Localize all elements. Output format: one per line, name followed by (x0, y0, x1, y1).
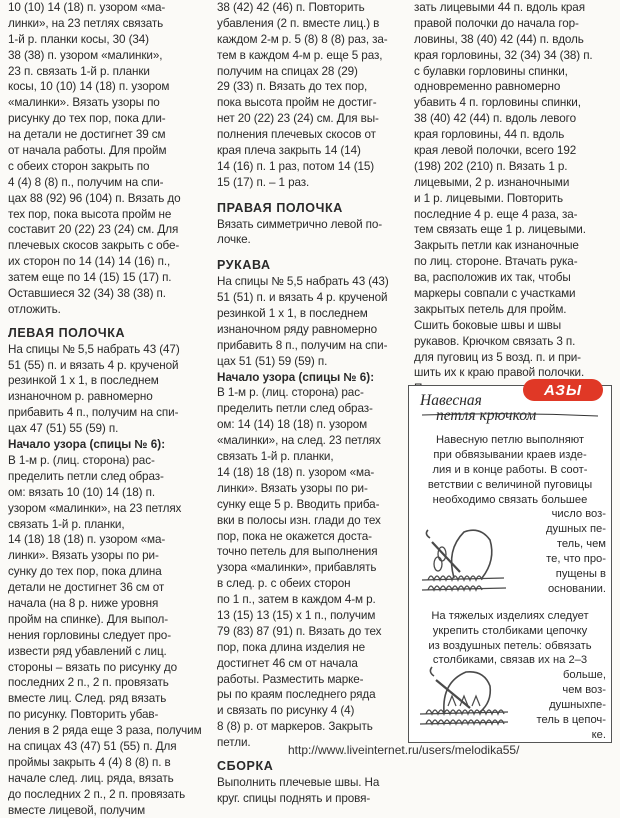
text-line: сунку еще 5 р. Вводить приба- (217, 497, 380, 511)
text-line: 1-й р. планки косы, 30 (34) (8, 32, 149, 46)
text-line: пор, пока не окажется доста- (217, 529, 372, 543)
text-line: по 1 п., затем в каждом 4-м р. (217, 593, 376, 607)
text-line: больше, (562, 669, 606, 682)
text-line: получим на спицах 28 (29) (217, 64, 358, 78)
info-title (420, 393, 600, 423)
text-line: основании. (547, 582, 606, 595)
crochet-loop-illustration-1 (414, 520, 510, 602)
text-line: тель, чем (556, 538, 606, 551)
text-line: детали не достигнет 36 см от (8, 581, 165, 595)
text-line: нения горловины следует про- (8, 628, 171, 642)
text-line: полнения плечевых скосов от (217, 128, 376, 142)
text-line: В 1-м р. (лиц. сторона) рас- (8, 453, 155, 467)
text-line: 14 (16) п. 1 раз, потом 14 (15) (217, 159, 375, 173)
text-line: тем в каждом 4-м р. еще 5 раз, (217, 48, 383, 62)
text-line: пределить петли след образ- (8, 469, 164, 483)
text-line: вместе лиц. След. ряд вязать (8, 692, 167, 706)
text-line: из воздушных петель: обвязать (428, 639, 592, 652)
text-line: резинкой 1 х 1, в последнем (8, 374, 159, 388)
text-line: изнаночном ряду равномерно (217, 322, 378, 336)
col2-pattern-text (217, 385, 407, 750)
text-line: число воз- (551, 508, 606, 521)
text-line: узором «малинки», на 23 петлях (8, 501, 182, 515)
text-line: линки», на 23 петлях связать (8, 16, 164, 30)
text-line: изнаночном р. равномерно (8, 390, 153, 404)
text-line: 23 п. связать 1-й р. планки (8, 64, 150, 78)
text-line: (198) 202 (210) п. Вязать 1 р. (414, 159, 568, 173)
text-line: В 1-м р. (лиц. сторона) рас- (217, 386, 364, 400)
text-line: линки». Вязать узоры по ри- (8, 549, 159, 563)
col2-right-panel-text (217, 217, 407, 249)
text-line: лия и в конце работы. В соот- (432, 463, 588, 476)
text-line: резинкой 1 х 1, в последнем (217, 307, 368, 321)
col1-top-text (8, 0, 206, 318)
text-line: 38 (42) 42 (46) п. Повторить (217, 1, 365, 14)
text-line: «малинки». Вязать узоры по (8, 96, 160, 110)
crochet-loop-illustration-2 (414, 650, 512, 730)
text-line: при обвязывании краев изде- (433, 448, 587, 461)
text-line: столбиками, связав их на 2–3 (432, 654, 588, 667)
text-line: одновременно равномерно (414, 80, 561, 94)
text-line: и связать по рисунку 4 (4) (217, 704, 355, 718)
text-line: пройм на спинке). Для выпол- (8, 612, 169, 626)
text-line: рисунку до тех пор, пока дли- (8, 112, 166, 126)
info-title-line1: Навесная (420, 392, 482, 409)
text-line: маркеры совпали с участками (414, 287, 576, 301)
text-line: до последних 2 п., 2 п. провязать (8, 787, 186, 801)
text-line: достигнет 46 см от начала (217, 656, 358, 670)
text-line: линки». Вязать узоры по ри- (217, 481, 368, 495)
heading-sleeve: РУКАВА (217, 258, 271, 273)
text-line: 14 (18) 18 (18) п. узором «ма- (8, 533, 166, 547)
text-line: связать 1-й р. планки, (8, 517, 125, 531)
text-line: косы, 10 (10) 14 (18) п. узором (8, 80, 170, 94)
text-line: последних 2 п., 2 п. провязать (8, 676, 169, 690)
text-line: связать 1-й р. планки, (217, 450, 334, 464)
text-line: работы. Разместить марке- (217, 672, 364, 686)
text-line: «малинки», на след. 23 петлях (217, 434, 381, 448)
text-line: 13 (15) 13 (15) х 1 п., получим (217, 608, 376, 622)
heading-right-panel: ПРАВАЯ ПОЛОЧКА (217, 200, 343, 215)
text-line: края плеча закрыть 14 (14) (217, 144, 361, 158)
text-line: составит 20 (22) 23 (24) см. Для (8, 223, 179, 237)
text-line: На спицы № 5,5 набрать 43 (43) (217, 275, 389, 289)
text-line: тех пор, пока высота пройм не (8, 207, 172, 221)
text-line: с обеих сторон закрыть по (8, 159, 150, 173)
text-line: края горловины, 32 (34) 34 (38) п. (414, 48, 593, 62)
text-line: на спицах 43 (47) 51 (55) п. Для (8, 739, 177, 753)
text-line: 38 (40) 42 (44) п. вдоль левого (414, 112, 576, 126)
text-line: 51 (55) п. и вязать 4 р. крученой (8, 358, 179, 372)
text-line: 14 (18) 18 (18) п. узором «ма- (217, 465, 375, 479)
text-line: закрытых петель для пройм. (414, 302, 567, 316)
text-line: ва, расположив их так, чтобы (414, 271, 571, 285)
text-line: На тяжелых изделиях следует (431, 609, 589, 622)
text-line: ом: вязать 10 (10) 14 (18) п. (8, 485, 155, 499)
text-line: Закрыть петли как изнаночные (414, 239, 579, 253)
text-line: рукавов. Крючком связать 3 п. (414, 334, 576, 348)
text-line: затем еще по 14 (15) 15 (17) п. (8, 271, 172, 285)
text-line: 8 (8) р. от маркеров. Закрыть (217, 720, 373, 734)
text-line: цах 47 (51) 55 (59) п. (8, 422, 119, 436)
text-line: прибавить 4 п., получим на спи- (8, 406, 179, 420)
text-line: правой полочки до начала гор- (414, 16, 579, 30)
source-url[interactable]: http://www.liveinternet.ru/users/melodika55/ (288, 743, 520, 757)
text-line: душных пе- (545, 523, 606, 536)
text-line: пущены в (555, 568, 606, 581)
text-line: Сшить боковые швы и швы (414, 318, 562, 332)
column-2 (217, 0, 407, 807)
text-line: пор, пока длина изделия не (217, 640, 365, 654)
text-line: их сторон по 14 (14) 14 (16) п., (8, 255, 171, 269)
text-line: ом: 14 (14) 18 (18) п. узором (217, 418, 368, 432)
text-line: ветствии с величиной пуговицы (427, 478, 593, 491)
text-line: Навесную петлю выполняют (435, 434, 585, 446)
subheading-pattern-sleeve: Начало узора (спицы № 6): (217, 370, 375, 384)
text-line: тем связать еще 1 р. лицевыми. (414, 223, 586, 237)
text-line: ры по краям последнего ряда (217, 688, 376, 702)
text-line: Вязать симметрично левой по- (217, 217, 383, 231)
text-line: по рисунку. Повторить убав- (8, 708, 159, 722)
text-line: чем воз- (562, 684, 606, 697)
heading-assembly: СБОРКА (217, 758, 274, 773)
text-line: 79 (83) 87 (91) п. Вязать до тех (217, 624, 382, 638)
text-line: прибавить 8 п., получим на спи- (217, 338, 388, 352)
text-line: На спицы № 5,5 набрать 43 (47) (8, 342, 180, 356)
text-line: точно петель для выполнения (217, 545, 378, 559)
text-line: пределить петли след образ- (217, 402, 373, 416)
text-line: петли. (217, 736, 251, 750)
col2-top-text (217, 0, 407, 191)
text-line: необходимо связать большее (432, 493, 588, 506)
text-line: и 1 р. лицевыми. Повторить (414, 191, 564, 205)
text-line: Выполнить плечевые швы. На (217, 775, 380, 789)
text-line: ловины, 38 (40) 42 (44) п. вдоль (414, 32, 584, 46)
col1-left-panel-text (8, 342, 206, 437)
info-badge: АЗЫ (523, 379, 603, 401)
text-line: начале след. лиц. ряда, вязать (8, 771, 174, 785)
text-line: пока высота пройм не достиг- (217, 96, 377, 110)
text-line: последние 4 р. еще 4 раза, за- (414, 207, 578, 221)
text-line: тель в цепоч- (536, 714, 606, 727)
text-line: в след. р. с обеих сторон (217, 577, 351, 591)
text-line: те, что про- (546, 553, 606, 566)
heading-left-panel: ЛЕВАЯ ПОЛОЧКА (8, 325, 126, 340)
text-line: плечевых скосов закрыть с обе- (8, 239, 180, 253)
text-line: каждом 2-м р. 5 (8) 8 (8) раз, за- (217, 32, 388, 46)
text-line: 10 (10) 14 (18) п. узором «ма- (8, 1, 166, 14)
col1-pattern-text (8, 453, 206, 818)
text-line: ления в 2 ряда еще 3 раза, получим (8, 724, 202, 738)
text-line: 4 (4) 8 (8) п., получим на спи- (8, 175, 164, 189)
text-line: отложить. (8, 302, 61, 316)
text-line: края левой полочки, всего 192 (414, 144, 577, 158)
text-line: круг. спицы поднять и провя- (217, 791, 371, 805)
text-line: 15 (17) п. – 1 раз. (217, 175, 310, 189)
text-line: Оставшиеся 32 (34) 38 (38) п. (8, 287, 166, 301)
text-line: края горловины, 44 п. вдоль (414, 128, 565, 142)
text-line: лицевыми, 2 р. изнаночными (414, 175, 570, 189)
text-line: укрепить столбиками цепочку (432, 624, 588, 637)
text-line: вки в полосы изн. глади до тех (217, 513, 381, 527)
text-line: шить их к краю правой полочки. (414, 366, 585, 380)
text-line: 51 (51) п. и вязать 4 р. крученой (217, 291, 388, 305)
text-line: для пуговиц из 5 возд. п. и при- (414, 350, 581, 364)
text-line: вместе лицевой, получим (8, 803, 146, 817)
info-title-line2: петля крючком (436, 407, 537, 424)
text-line: узора «малинки», прибавлять (217, 561, 377, 575)
text-line: зать лицевыми 44 п. вдоль края (414, 1, 585, 14)
text-line: стороны – вязать по рисунку до (8, 660, 178, 674)
text-line: сунку до тех пор, пока длина (8, 565, 162, 579)
text-line: убавить 4 п. горловины спинки, (414, 96, 581, 110)
col3-text (414, 0, 614, 397)
text-line: 38 (38) п. узором «малинки», (8, 48, 163, 62)
text-line: проймы закрыть 4 (4) 8 (8) п. в (8, 755, 171, 769)
text-line: 29 (33) п. Вязать до тех пор, (217, 80, 368, 94)
col2-sleeve-text (217, 274, 407, 369)
text-line: нет 20 (22) 23 (24) см. Для вы- (217, 112, 379, 126)
column-3 (414, 0, 614, 397)
text-line: от начала работы. Для пройм (8, 144, 167, 158)
col2-assembly-text (217, 775, 407, 807)
text-line: лочке. (217, 233, 251, 247)
text-line: на детали не достигнет 39 см (8, 128, 166, 142)
text-line: начала (на 8 р. ниже уровня (8, 596, 159, 610)
title-underline (420, 412, 600, 418)
column-1 (8, 0, 206, 818)
text-line: цах 51 (51) 59 (59) п. (217, 354, 328, 368)
text-line: цах 88 (92) 96 (104) п. Вязать до (8, 191, 181, 205)
text-line: душныхпе- (549, 699, 606, 712)
text-line: с булавки горловины спинки, (414, 64, 568, 78)
subheading-pattern-left: Начало узора (спицы № 6): (8, 438, 166, 452)
text-line: ке. (591, 728, 606, 741)
text-line: убавления (2 п. вместе лиц.) в (217, 16, 380, 30)
text-line: по лиц. стороне. Втачать рука- (414, 255, 578, 269)
text-line: извести ряд убавлений с лиц. (8, 644, 167, 658)
